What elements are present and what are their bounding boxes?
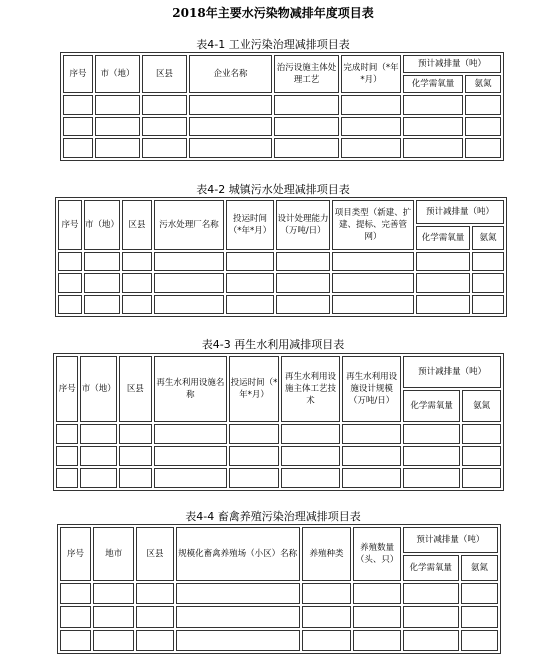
table-cell[interactable]	[332, 252, 414, 271]
table-cell[interactable]	[403, 583, 459, 604]
table-cell[interactable]	[416, 295, 470, 314]
col-header-completion-time: 完成时间（*年*月）	[341, 55, 401, 93]
table-row	[60, 583, 498, 604]
table-cell[interactable]	[226, 295, 274, 314]
table-cell[interactable]	[154, 468, 227, 488]
table-cell[interactable]	[274, 138, 339, 158]
table-cell[interactable]	[56, 446, 78, 466]
table-cell[interactable]	[60, 583, 91, 604]
table-cell[interactable]	[472, 252, 504, 271]
table-cell[interactable]	[281, 424, 340, 444]
table-cell[interactable]	[189, 95, 272, 115]
col-header-design-scale: 再生水利用设施设计规模（万吨/日）	[342, 356, 401, 422]
table-cell[interactable]	[58, 273, 82, 292]
table-cell[interactable]	[276, 295, 330, 314]
table-cell[interactable]	[403, 138, 463, 158]
col-header-enterprise-name: 企业名称	[189, 55, 272, 93]
table-cell[interactable]	[80, 424, 117, 444]
table-cell[interactable]	[154, 446, 227, 466]
table-caption-4-3: 表4-3 再生水利用减排项目表	[201, 338, 345, 351]
table-cell[interactable]	[176, 630, 300, 651]
col-header-species: 养殖种类	[302, 527, 352, 581]
col-header-index: 序号	[56, 356, 78, 422]
table-cell[interactable]	[403, 630, 459, 651]
table-cell[interactable]	[154, 295, 224, 314]
col-header-treatment-process: 治污设施主体处理工艺	[274, 55, 339, 93]
table-cell[interactable]	[95, 117, 140, 137]
table-cell[interactable]	[416, 252, 470, 271]
table-cell[interactable]	[461, 630, 498, 651]
table-cell[interactable]	[341, 117, 401, 137]
table-cell[interactable]	[341, 95, 401, 115]
table-cell[interactable]	[403, 117, 463, 137]
table-cell[interactable]	[281, 468, 340, 488]
reclaimed-water-reduction-table	[53, 353, 504, 491]
col-header-ammonia: 氨氮	[472, 226, 504, 250]
col-header-county: 区县	[122, 200, 152, 250]
table-row	[60, 630, 498, 651]
table-cell[interactable]	[119, 446, 152, 466]
table-row	[63, 138, 501, 158]
table-cell[interactable]	[332, 273, 414, 292]
table-cell[interactable]	[226, 273, 274, 292]
table-cell[interactable]	[84, 295, 120, 314]
table-cell[interactable]	[276, 252, 330, 271]
table-cell[interactable]	[93, 630, 134, 651]
table-cell[interactable]	[229, 446, 279, 466]
col-header-cod: 化学需氧量	[403, 555, 459, 581]
industrial-reduction-table	[60, 52, 504, 161]
table-cell[interactable]	[226, 252, 274, 271]
table-cell[interactable]	[276, 273, 330, 292]
table-cell[interactable]	[353, 630, 401, 651]
table-cell[interactable]	[189, 117, 272, 137]
table-cell[interactable]	[60, 606, 91, 627]
urban-sewage-reduction-table	[55, 197, 507, 317]
col-header-ammonia: 氨氮	[461, 555, 498, 581]
col-header-facility-name: 再生水利用设施名称	[154, 356, 227, 422]
table-cell[interactable]	[142, 95, 187, 115]
table-cell[interactable]	[80, 446, 117, 466]
table-caption-4-1: 表4-1 工业污染治理减排项目表	[196, 38, 350, 51]
col-header-operation-time: 投运时间（*年*月）	[229, 356, 279, 422]
table-cell[interactable]	[403, 95, 463, 115]
table-cell[interactable]	[176, 583, 300, 604]
table-cell[interactable]	[416, 273, 470, 292]
col-header-index: 序号	[58, 200, 82, 250]
table-cell[interactable]	[93, 606, 134, 627]
table-cell[interactable]	[63, 95, 93, 115]
col-header-city: 市（地）	[80, 356, 117, 422]
col-header-farm-name: 规模化畜禽养殖场（小区）名称	[176, 527, 300, 581]
col-header-cod: 化学需氧量	[403, 390, 460, 422]
table-cell[interactable]	[465, 117, 501, 137]
col-header-city: 地市	[93, 527, 134, 581]
table-cell[interactable]	[95, 138, 140, 158]
table-cell[interactable]	[353, 583, 401, 604]
col-header-expected-reduction: 预计减排量（吨）	[403, 527, 498, 553]
table-cell[interactable]	[403, 606, 459, 627]
table-cell[interactable]	[142, 138, 187, 158]
table-cell[interactable]	[154, 273, 224, 292]
table-cell[interactable]	[462, 446, 501, 466]
table-cell[interactable]	[119, 424, 152, 444]
col-header-city: 市（地）	[95, 55, 140, 93]
col-header-process-technology: 再生水利用设施主体工艺技术	[281, 356, 340, 422]
col-header-expected-reduction: 预计减排量（吨）	[403, 356, 501, 388]
table-cell[interactable]	[465, 138, 501, 158]
col-header-quantity: 养殖数量（头、只）	[353, 527, 401, 581]
col-header-operation-time: 投运时间（*年*月）	[226, 200, 274, 250]
table-cell[interactable]	[229, 424, 279, 444]
table-cell[interactable]	[403, 446, 460, 466]
col-header-expected-reduction: 预计减排量（吨）	[416, 200, 504, 224]
table-cell[interactable]	[154, 424, 227, 444]
table-cell[interactable]	[56, 424, 78, 444]
table-cell[interactable]	[63, 138, 93, 158]
col-header-plant-name: 污水处理厂名称	[154, 200, 224, 250]
col-header-expected-reduction: 预计减排量（吨）	[403, 55, 501, 73]
table-cell[interactable]	[462, 424, 501, 444]
col-header-cod: 化学需氧量	[416, 226, 470, 250]
table-cell[interactable]	[274, 95, 339, 115]
col-header-ammonia: 氨氮	[465, 75, 501, 93]
table-cell[interactable]	[462, 468, 501, 488]
col-header-ammonia: 氨氮	[462, 390, 501, 422]
table-cell[interactable]	[122, 252, 152, 271]
table-cell[interactable]	[80, 468, 117, 488]
col-header-index: 序号	[63, 55, 93, 93]
col-header-cod: 化学需氧量	[403, 75, 463, 93]
table-caption-4-2: 表4-2 城镇污水处理减排项目表	[196, 183, 350, 196]
col-header-project-type: 项目类型（新建、扩建、提标、完善管网）	[332, 200, 414, 250]
table-cell[interactable]	[281, 446, 340, 466]
table-row	[56, 468, 501, 488]
col-header-county: 区县	[119, 356, 152, 422]
table-row	[58, 273, 504, 292]
col-header-design-capacity: 设计处理能力（万吨/日）	[276, 200, 330, 250]
table-cell[interactable]	[403, 424, 460, 444]
col-header-city: 市（地）	[84, 200, 120, 250]
table-cell[interactable]	[136, 583, 173, 604]
table-cell[interactable]	[58, 295, 82, 314]
table-cell[interactable]	[302, 630, 352, 651]
table-cell[interactable]	[176, 606, 300, 627]
table-row	[58, 295, 504, 314]
table-row	[56, 446, 501, 466]
col-header-county: 区县	[142, 55, 187, 93]
table-cell[interactable]	[122, 295, 152, 314]
table-cell[interactable]	[56, 468, 78, 488]
table-cell[interactable]	[142, 117, 187, 137]
table-cell[interactable]	[58, 252, 82, 271]
table-cell[interactable]	[332, 295, 414, 314]
table-cell[interactable]	[93, 583, 134, 604]
table-cell[interactable]	[229, 468, 279, 488]
table-cell[interactable]	[403, 468, 460, 488]
table-cell[interactable]	[341, 138, 401, 158]
document-title: 2018年主要水污染物减排年度项目表	[172, 6, 374, 20]
table-cell[interactable]	[302, 606, 352, 627]
table-cell[interactable]	[472, 273, 504, 292]
table-cell[interactable]	[342, 468, 401, 488]
table-cell[interactable]	[122, 273, 152, 292]
col-header-county: 区县	[136, 527, 173, 581]
table-cell[interactable]	[154, 252, 224, 271]
table-cell[interactable]	[84, 252, 120, 271]
table-cell[interactable]	[465, 95, 501, 115]
table-cell[interactable]	[274, 117, 339, 137]
table-cell[interactable]	[136, 630, 173, 651]
table-row	[63, 95, 501, 115]
table-cell[interactable]	[342, 424, 401, 444]
table-row	[60, 606, 498, 627]
table-cell[interactable]	[461, 606, 498, 627]
table-cell[interactable]	[60, 630, 91, 651]
livestock-reduction-table	[57, 524, 501, 654]
table-cell[interactable]	[302, 583, 352, 604]
table-cell[interactable]	[189, 138, 272, 158]
table-cell[interactable]	[95, 95, 140, 115]
table-cell[interactable]	[353, 606, 401, 627]
table-cell[interactable]	[119, 468, 152, 488]
table-cell[interactable]	[472, 295, 504, 314]
table-cell[interactable]	[84, 273, 120, 292]
table-cell[interactable]	[342, 446, 401, 466]
table-cell[interactable]	[461, 583, 498, 604]
table-cell[interactable]	[136, 606, 173, 627]
table-row	[63, 117, 501, 137]
table-row	[58, 252, 504, 271]
table-row	[56, 424, 501, 444]
table-caption-4-4: 表4-4 畜禽养殖污染治理减排项目表	[185, 510, 361, 523]
col-header-index: 序号	[60, 527, 91, 581]
table-cell[interactable]	[63, 117, 93, 137]
